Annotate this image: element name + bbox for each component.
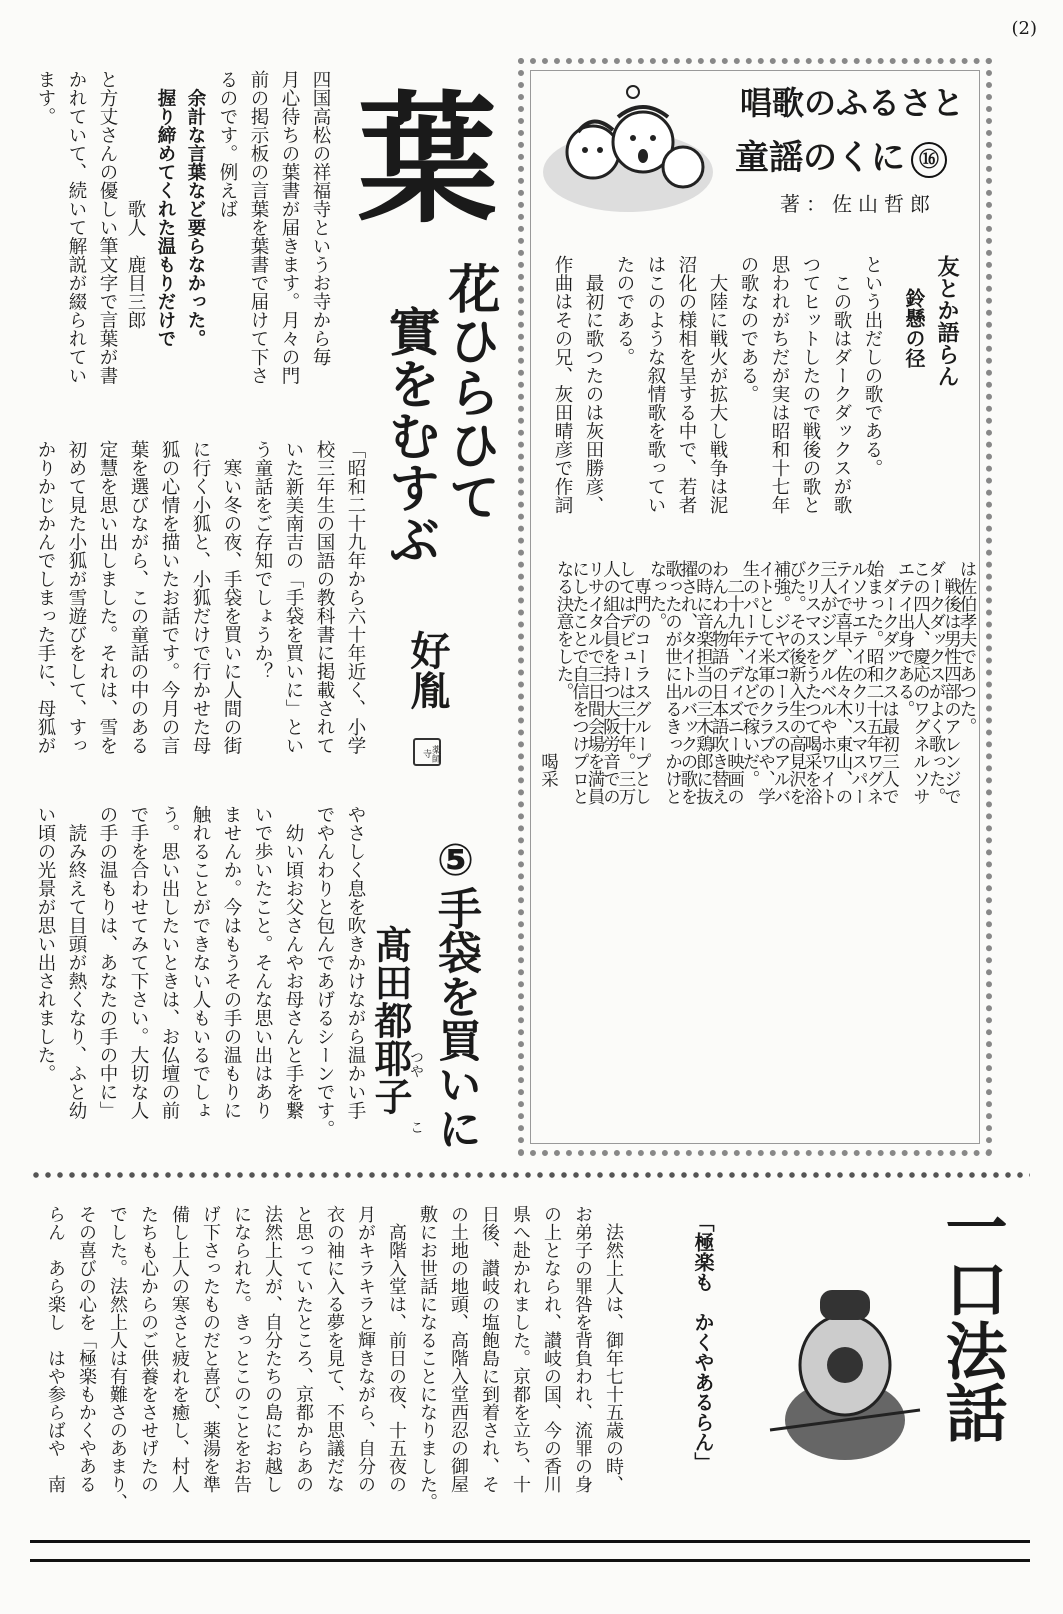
calligraphy-line-2: 實をむすぶ (379, 305, 440, 565)
red-seal-stamp: 薬師寺 (413, 738, 441, 766)
bottom-rule (30, 1540, 1030, 1562)
ha-quote-1: 余計な言葉など要らなかった。 (185, 70, 206, 348)
song-subtitle: 友とか語らん (934, 255, 959, 387)
children-illustration-icon (538, 72, 718, 222)
story-author-ruby: つや (408, 1050, 424, 1078)
ha-quote-attribution: 歌人 鹿目三郎 (125, 70, 146, 329)
story-author-ruby-2: こ (408, 1120, 424, 1134)
calligraphy-signature: 好胤 (404, 630, 451, 710)
song-subtitle-2: 鈴懸の径 (902, 288, 926, 368)
song-header-line-2: 童謡のくに ⑯ (735, 130, 947, 179)
song-author: 著：佐山哲郎 (780, 192, 936, 216)
buddha-figure-icon (760, 1270, 930, 1470)
story-title: ⑤手袋を買いに (430, 835, 481, 1150)
page-number: (2) (1011, 18, 1037, 39)
story-author: 髙田都耶子 (368, 925, 412, 1115)
howa-title: 一口法話 (935, 1195, 1008, 1443)
story-body-upper: 「昭和二十九年から六十年近く、小学 校三年生の国語の教科書に掲載されて いた新美南吉の「手袋を買いに」とい う童話をご存知でしょうか？ 寒い冬の夜、手袋を買いに人間の街 に行く小狐と、小狐だけで行かせた母 狐の心情を描いたお話です。今月の言 葉を選びながら、この童話の中のある 定慧を思い出しました。それは、雪を 初めて見た小狐が雪遊びをして、すっ かりかじかんでしまった手に、母狐が (35, 440, 366, 755)
story-body-lower: やさしく息を吹きかけながら温かい手 でやんわりと包んであげるシーンです。 幼い頃お父さんやお母さんと手を繋 いで歩いたこと。そんな思い出はあり ませんか。今はもうその手の温もりに 触れることができない人もいるでしょ う。思い出したいときは、お仏壇の前 で手を合わせてみて下さい。大切な人 の手の温もりは、あなたの手の中に」 読み終えて目頭が熱くなり、ふと幼 い頃の光景が思い出されました。 (35, 805, 366, 1138)
ha-title: 葉 (334, 85, 498, 225)
ha-body-after-quote: と方丈さんの優しい筆文字で言葉が書 かれていて、続いて解説が綴られてい ます。 (35, 70, 118, 385)
song-issue-number: ⑯ (911, 142, 947, 178)
howa-body: 法然上人は、御年七十五歳の時、 お弟子の罪咎を背負われ、流罪の身 の上となられ、讃岐の国、今の香川 県へ赴かれました。京都を立ち、十 日後、讃岐の塩飽島に到着され、そ の土地の地頭、高階入堂西忍の御屋 敷にお世話になることになりました。 高階入堂は、前日の夜、十五夜の 月がキラキラと輝きながら、自分の 衣の袖に入る夢を見て、不思議だな と思っていたところ、京都からあの 法然上人が、自分たちの島にお越し になられた。きっとこのことをお告 げ下さったものだと喜び、薬湯を準 備し上人の寒さと疲れを癒し、村人 たちも心からのご供養をさせげたの でした。法然上人は有難さのあまり、 その喜びの心を「極楽もかくやある らん あら楽し はや参らばや 南 (45, 1205, 624, 1511)
section-divider (30, 1170, 1030, 1180)
howa-subtitle: 「極楽も かくやあるらん」 (691, 1212, 715, 1472)
ha-quote-2: 握り締めてくれた温もりだけで (155, 70, 176, 348)
song-body-upper: という出だしの歌である。 この歌はダークダックスが歌 つてヒットしたので戦後の歌と 思われがちだが実は昭和十七年 の歌なのである。 大陸に戦火が拡大し戦争は泥 沼化の様相を呈する中で、若者 はこのような叙情歌を歌ってい たのである。 最初に歌つたのは灰田勝彦、 作曲はその兄、灰田晴彦で作詞 (552, 255, 883, 514)
song-header-line-1: 唱歌のふるさと (740, 84, 965, 122)
calligraphy-line-1: 花ひらひて (439, 262, 500, 522)
ha-body-top: 四国高松の祥福寺というお寺から毎 月心待ちの葉書が届きます。月々の門 前の掲示板の言葉を葉書で届けて下さ るのです。例えば (217, 70, 331, 385)
song-body-lower: は佐伯孝夫であつた。 戦後は男性四部のアレンジで ダークダックスがよく歌った。 この四人、慶応のワグネルソサ エテイ出身である。 ダークダックスは最初三人で 始まった。昭和二十五年ワグネ ルソサエテイのクリスマスパー テイで喜早、佐々木、東山、の 三人がジングルベルやホワイト クリスマスをうたつて喝采を浴 びた。その後新入生の高見沢を 補強。ジヤズコーラスのアルバ イトとして米軍のクラブや、学 生のパーテイなどで稼いだ。 二十九年、ディズニー映画の わんわん物語の日本語吹き替え の時に音楽担当の三木鶏郎に抜 擢され、タイトルバックの歌を 歌ったのが世に出るきっかけと なった。 専門のコーラスグループとし してはデビューは三十年。三万 人の組合員を持つ大阪労音での リサイタルで三日間会場を満員 にしたことで自信をつけプロと なる決意をした。 喝采 (538, 560, 977, 805)
